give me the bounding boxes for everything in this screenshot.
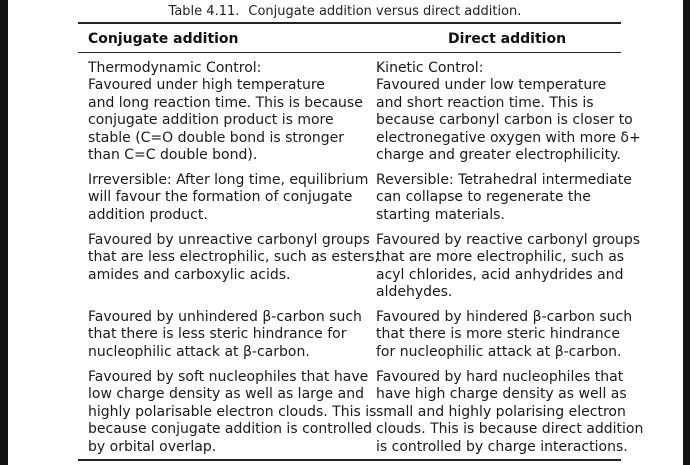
cell-line: stable (C=O double bond is stronger <box>88 129 345 146</box>
cell-line: nucleophilic attack at β-carbon. <box>88 343 310 360</box>
cell-line: Favoured under high temperature <box>88 77 325 94</box>
header-rule <box>78 52 621 53</box>
cell-line: acyl chlorides, acid anhydrides and <box>376 266 624 283</box>
cell-line: small and highly polarising electron <box>376 403 626 420</box>
row-1-conjugate-cell <box>88 60 363 164</box>
cell-line: that there is less steric hindrance for <box>88 326 347 343</box>
cell-line: low charge density as well as large and <box>88 386 364 403</box>
cell-line: highly polarisable electron clouds. This is <box>88 403 377 420</box>
cell-line: that are less electrophilic, such as esters, <box>88 249 379 266</box>
cell-line: Favoured by unhindered β-carbon such <box>88 309 362 325</box>
cell-line: because carbonyl carbon is closer to <box>376 112 633 129</box>
table-caption <box>0 3 690 21</box>
table-number: Table 4.11. <box>168 4 240 19</box>
cell-line: aldehydes. <box>376 284 453 301</box>
cell-line: conjugate addition product is more <box>88 112 334 129</box>
cell-line: Thermodynamic Control: <box>88 60 262 76</box>
row-2-conjugate-cell <box>88 172 368 224</box>
cell-line: Favoured by hindered β-carbon such <box>376 309 633 325</box>
cell-line: Favoured under low temperature <box>376 77 607 94</box>
cell-line: Reversible: Tetrahedral intermediate <box>376 172 632 188</box>
row-2-direct-cell <box>376 172 632 224</box>
cell-line: Kinetic Control: <box>376 60 484 76</box>
cell-line: Favoured by unreactive carbonyl groups <box>88 232 370 248</box>
cell-line: and short reaction time. This is <box>376 94 594 111</box>
row-3-conjugate-cell <box>88 232 379 284</box>
cell-line: for nucleophilic attack at β-carbon. <box>376 343 622 360</box>
left-border-bar <box>0 0 8 465</box>
row-5-conjugate-cell <box>88 369 376 456</box>
table-bottom-rule <box>78 459 621 461</box>
cell-line: that are more electrophilic, such as <box>376 249 625 266</box>
cell-line: is controlled by charge interactions. <box>376 438 628 455</box>
header-conjugate-addition: Conjugate addition <box>88 31 239 47</box>
cell-line: than C=C double bond). <box>88 147 258 164</box>
cell-line: charge and greater electrophilicity. <box>376 147 621 164</box>
table-top-rule <box>78 22 621 24</box>
right-border-bar <box>683 0 690 465</box>
row-5-direct-cell <box>376 369 643 456</box>
row-4-conjugate-cell <box>88 309 362 361</box>
row-4-direct-cell <box>376 309 632 361</box>
cell-line: by orbital overlap. <box>88 438 217 455</box>
header-direct-addition: Direct addition <box>448 31 567 47</box>
cell-line: Favoured by soft nucleophiles that have <box>88 369 369 385</box>
cell-line: Favoured by hard nucleophiles that <box>376 369 624 385</box>
cell-line: because conjugate addition is controlled <box>88 421 372 438</box>
cell-line: electronegative oxygen with more δ+ <box>376 129 641 146</box>
cell-line: starting materials. <box>376 206 505 223</box>
cell-line: clouds. This is because direct addition <box>376 421 644 438</box>
row-1-direct-cell <box>376 60 641 164</box>
cell-line: and long reaction time. This is because <box>88 94 363 111</box>
table-title: Conjugate addition versus direct addition. <box>248 4 522 19</box>
cell-line: will favour the formation of conjugate <box>88 189 353 206</box>
cell-line: that there is more steric hindrance <box>376 326 620 343</box>
row-3-direct-cell <box>376 232 640 302</box>
cell-line: Irreversible: After long time, equilibrium <box>88 172 369 188</box>
cell-line: addition product. <box>88 206 208 223</box>
cell-line: Favoured by reactive carbonyl groups <box>376 232 641 248</box>
cell-line: amides and carboxylic acids. <box>88 266 291 283</box>
cell-line: have high charge density as well as <box>376 386 627 403</box>
cell-line: can collapse to regenerate the <box>376 189 591 206</box>
